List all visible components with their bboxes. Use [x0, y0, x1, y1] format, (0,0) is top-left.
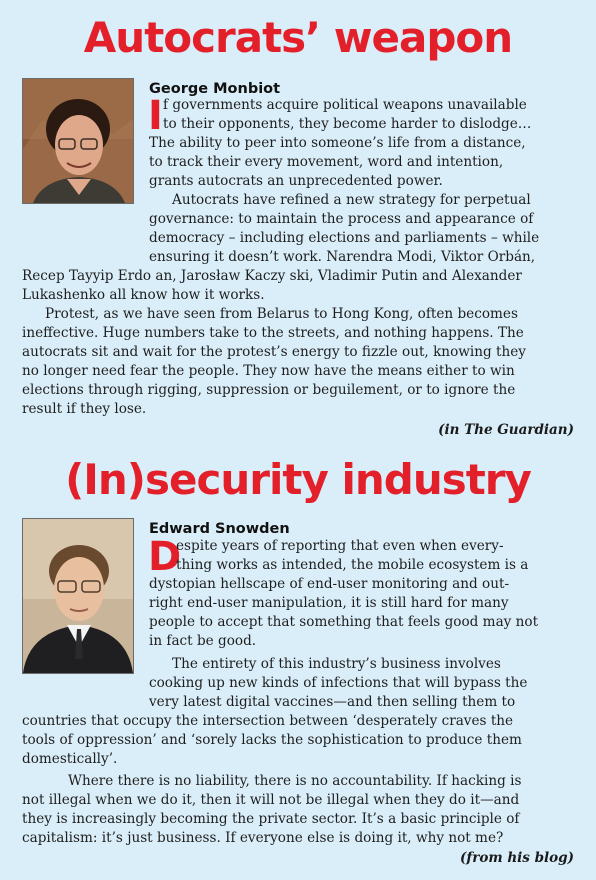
article1-text-line: to track their every movement, word and intention,: [149, 154, 504, 170]
article2-text-line: capitalism: it’s just business. If everyone else is doing it, why not me?: [22, 830, 504, 846]
article2-text-line: right end-user manipulation, it is still hard for many: [149, 595, 509, 611]
article1-text-line: f governments acquire political weapons unavailable: [163, 97, 527, 113]
article1-text-line: The ability to peer into someone’s life from a distance,: [149, 135, 526, 151]
article1-text-line: Protest, as we have seen from Belarus to Hong Kong, often becomes: [45, 306, 518, 322]
article1-text-line: result if they lose.: [22, 401, 147, 417]
article1-text-line: to their opponents, they become harder to dislodge…: [163, 116, 532, 132]
author-photo-snowden: [22, 518, 134, 674]
article2-text-line: dystopian hellscape of end-user monitoring and out-: [149, 576, 510, 592]
article1-text-line: democracy – including elections and parliaments – while: [149, 230, 540, 246]
article1-text-line: ineffective. Huge numbers take to the streets, and nothing happens. The: [22, 325, 524, 341]
article2-text-line: cooking up new kinds of infections that will bypass the: [149, 675, 528, 691]
article2-text-line: countries that occupy the intersection between ‘desperately craves the: [22, 713, 514, 729]
dropcap-article1: I: [148, 93, 163, 139]
article1-text-line: grants autocrats an unprecedented power.: [149, 173, 443, 189]
article2-text-line: they is increasingly becoming the private sector. It’s a basic principle of: [22, 811, 520, 827]
article2-text-line: espite years of reporting that even when every-: [176, 538, 504, 554]
article2-text-line: domestically’.: [22, 751, 118, 767]
article1-text-line: elections through rigging, suppression or beguilement, or to ignore the: [22, 382, 516, 398]
source-credit-article1: (in The Guardian): [438, 422, 574, 438]
headline-autocrats-weapon: Autocrats’ weapon: [83, 13, 513, 62]
article1-text-line: no longer need fear the people. They now have the means either to win: [22, 363, 515, 379]
article2-text-line: Where there is no liability, there is no accountability. If hacking is: [68, 773, 522, 789]
article2-text-line: very latest digital vaccines—and then selling them to: [149, 694, 516, 710]
article2-text-line: in fact be good.: [149, 633, 257, 649]
article1-text-line: Autocrats have refined a new strategy for perpetual: [172, 192, 531, 208]
author-name-monbiot: George Monbiot: [149, 81, 281, 97]
article2-text-line: thing works as intended, the mobile ecosystem is a: [176, 557, 529, 573]
article2-text-line: not illegal when we do it, then it will not be illegal when they do it—and: [22, 792, 520, 808]
article1-text-line: autocrats sit and wait for the protest’s energy to fizzle out, knowing they: [22, 344, 526, 360]
headline-insecurity-industry: (In)security industry: [65, 455, 531, 504]
author-name-snowden: Edward Snowden: [149, 521, 290, 537]
article1-text-line: ensuring it doesn’t work. Narendra Modi, Viktor Orbán,: [149, 249, 536, 265]
article2-text-line: The entirety of this industry’s business involves: [172, 656, 501, 672]
article1-text-line: governance: to maintain the process and appearance of: [149, 211, 534, 227]
source-credit-article2: (from his blog): [460, 850, 574, 866]
author-photo-monbiot: [22, 78, 134, 204]
dropcap-article2: D: [148, 534, 182, 580]
article2-text-line: people to accept that something that feels good may not: [149, 614, 539, 630]
article2-text-line: tools of oppression’ and ‘sorely lacks the sophistication to produce them: [22, 732, 522, 748]
article1-text-line: Recep Tayyip Erdo an, Jarosław Kaczy ski, Vladimir Putin and Alexander: [22, 268, 522, 284]
article1-text-line: Lukashenko all know how it works.: [22, 287, 265, 303]
